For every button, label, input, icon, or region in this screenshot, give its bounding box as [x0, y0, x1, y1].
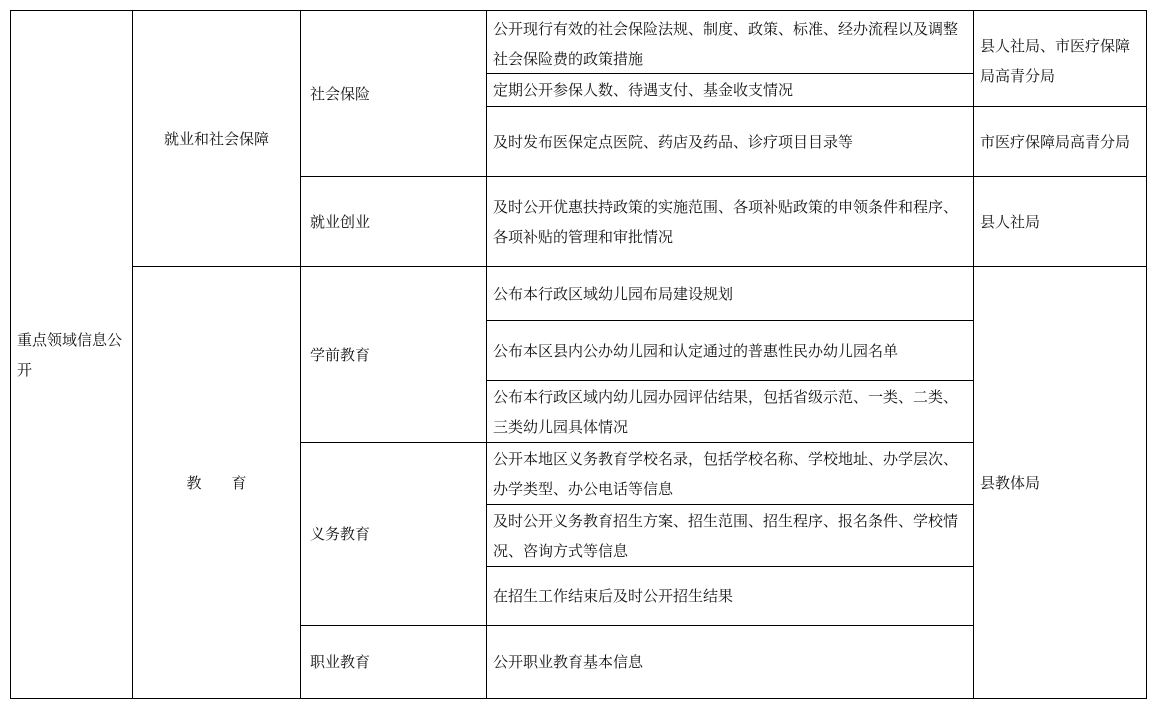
domain-label: 重点领域信息公开	[17, 330, 123, 379]
content-text: 公开现行有效的社会保险法规、制度、政策、标准、经办流程以及调整社会保险费的政策措施	[493, 20, 959, 68]
category-label: 教 育	[186, 473, 247, 492]
subcategory-cell	[301, 443, 486, 625]
category-label: 就业和社会保障	[163, 129, 269, 148]
content-cell	[487, 107, 973, 176]
subcategory-cell	[301, 11, 486, 176]
domain-cell	[11, 11, 132, 698]
content-text: 公开职业教育基本信息	[493, 653, 644, 671]
content-cell	[487, 177, 973, 266]
content-text: 公布本区县内公办幼儿园和认定通过的普惠性民办幼儿园名单	[493, 341, 899, 360]
subcategory-label: 就业创业	[310, 212, 371, 231]
content-text: 在招生工作结束后及时公开招生结果	[493, 587, 734, 605]
department-label: 县教体局	[980, 473, 1041, 492]
department-cell	[974, 267, 1146, 698]
content-text: 及时公开优惠扶持政策的实施范围、各项补贴政策的申领条件和程序、各项补贴的管理和审批情况	[493, 197, 959, 246]
content-text: 公布本行政区域内幼儿园办园评估结果，包括省级示范、一类、二类、三类幼儿园具体情况	[493, 387, 959, 436]
subcategory-cell	[301, 177, 486, 266]
subcategory-label: 社会保险	[310, 84, 371, 103]
content-text: 及时公开义务教育招生方案、招生范围、招生程序、报名条件、学校情况、咨询方式等信息	[493, 511, 959, 560]
content-cell	[487, 505, 973, 566]
department-cell	[974, 15, 1146, 106]
content-text: 及时发布医保定点医院、药店及药品、诊疗项目目录等	[493, 132, 854, 151]
content-text: 公布本行政区域幼儿园布局建设规划	[493, 284, 734, 303]
subcategory-label: 学前教育	[310, 345, 371, 364]
content-text: 公开本地区义务教育学校名录，包括学校名称、学校地址、办学层次、办学类型、办公电话等信息	[493, 449, 959, 498]
content-cell	[487, 443, 973, 504]
content-cell	[487, 74, 973, 106]
content-cell	[487, 267, 973, 320]
content-text: 定期公开参保人数、待遇支付、基金收支情况	[493, 81, 794, 99]
subcategory-cell	[301, 267, 486, 442]
category-cell	[133, 11, 300, 266]
content-cell	[487, 626, 973, 698]
content-cell	[487, 321, 973, 380]
content-cell	[487, 567, 973, 625]
department-label: 县人社局、市医疗保障局高青分局	[980, 36, 1131, 85]
content-cell	[487, 15, 973, 73]
department-label: 市医疗保障局高青分局	[980, 132, 1131, 151]
content-cell	[487, 381, 973, 442]
department-label: 县人社局	[980, 212, 1041, 231]
grid-line	[10, 698, 1147, 699]
subcategory-label: 职业教育	[310, 653, 371, 671]
subcategory-cell	[301, 626, 486, 698]
department-cell	[974, 177, 1146, 266]
subcategory-label: 义务教育	[310, 525, 371, 543]
department-cell	[974, 107, 1146, 176]
category-cell	[133, 267, 300, 698]
grid-line	[1146, 10, 1147, 699]
